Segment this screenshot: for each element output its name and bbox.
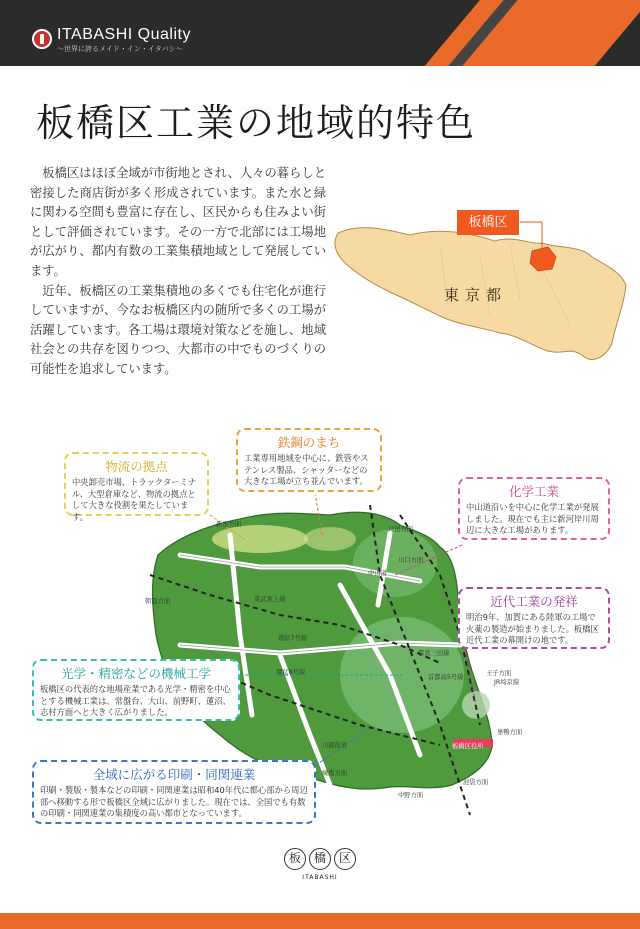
callout-insatsu-title: 全域に広がる印刷・同関連業	[92, 767, 256, 782]
callout-kikai-body: 板橋区の代表的な地場産業である光学・精密を中心とする機械工業は、常盤台、大山、前野町、蓮沼、志村方面へと大きく広がりました。	[40, 684, 231, 718]
intro-text	[30, 164, 326, 380]
brand-tagline: 〜世界に誇るメイド・イン・イタバシ〜	[57, 45, 183, 53]
road-kawagoe: 川越街道	[322, 742, 348, 749]
road-tobu: 東武東上線	[254, 596, 286, 603]
tokyo-label: 東京都	[444, 286, 508, 304]
road-shutoko: 首都高5号線	[428, 674, 464, 681]
header-bar	[0, 0, 640, 66]
footer-logo-romaji: ITABASHI	[302, 874, 338, 881]
zone-butsuryu	[212, 525, 308, 553]
place-asaka: 朝霞方面	[145, 598, 171, 605]
callout-kindai	[458, 587, 610, 649]
place-toda: 戸田方面	[388, 526, 414, 533]
callout-kagaku-body: 中山道沿いを中心に化学工業が発展しました。現在でも主に新河岸川周辺に大きな工場があります。	[466, 502, 599, 536]
intro-paragraph-1: 板橋区はほぼ全域が市街地とされ、人々の暮らしと密接した商店街が多く形成されています。また水と緑に関わる空間も豊富に存在し、区民からも住みよい街として評価されています。その一方で北部には工場地が広がり、都内有数の工業集積地域として発展しています。	[30, 166, 326, 278]
brand-logo-icon	[32, 29, 52, 49]
road-kannana: 環状7号線	[278, 635, 308, 642]
place-ikebukuro: 池袋方面	[463, 779, 489, 786]
callout-tekko	[236, 428, 382, 492]
zone-kagaku	[353, 529, 437, 597]
place-jr-saikyo: JR埼京線	[494, 679, 520, 686]
place-new1: 新座方面	[216, 521, 242, 528]
callout-kikai-title: 光学・精密などの機械工学	[60, 666, 211, 681]
zone-tekko	[304, 527, 356, 551]
callout-kindai-title: 近代工業の発祥	[490, 594, 578, 609]
itabashi-tag: 板橋区	[457, 210, 519, 235]
road-mita: 都営三田線	[418, 650, 450, 657]
callout-kikai	[32, 659, 240, 721]
footer-logo-char-3: 区	[334, 848, 356, 870]
brand-name: ITABASHI Quality	[57, 26, 191, 43]
footer-band	[0, 913, 640, 929]
page-title: 板橋区工業の地域的特色	[36, 101, 477, 145]
callout-tekko-title: 鉄鋼のまち	[277, 435, 341, 450]
callout-kindai-body: 明治9年、加賀にある陸軍の工場で火薬の製造が始まりました。板橋区近代工業の幕開けの地です。	[466, 612, 599, 646]
footer-logo-char-1: 板	[284, 848, 306, 870]
place-oji: 王子方面	[486, 670, 512, 677]
place-nerima: 練馬方面	[322, 770, 348, 777]
place-nakano: 中野方面	[398, 792, 424, 799]
callout-butsuryu	[64, 452, 209, 522]
callout-kagaku-title: 化学工業	[508, 484, 559, 499]
footer-logo-char-2: 橋	[309, 848, 331, 870]
road-nakasendo: 中山道	[368, 570, 387, 577]
callout-insatsu-body: 印刷・製版・製本などの印刷・同関連業は昭和40年代に都心部から周辺部へ移動する形で板橋区全域に広がりました。現在では、全国でも有数の印刷・同関連業の集積度の高い都市となっています。	[40, 785, 308, 819]
place-sugamo: 巣鴨方面	[497, 729, 523, 736]
place-kawaguchi: 川口方面	[398, 557, 424, 564]
intro-paragraph-2: 近年、板橋区の工業集積地の多くでも住宅化が進行していますが、今なお板橋区内の随所で多くの工場が活躍しています。各工場は環境対策などを施し、地域社会との共存を図りつつ、大都市の中でものづくりの可能性を追求しています。	[30, 283, 326, 376]
road-kanpachi: 環状8号線	[276, 669, 306, 676]
callout-butsuryu-title: 物流の拠点	[105, 459, 168, 474]
ward-office-label: 板橋区役所	[452, 743, 484, 750]
footer-logo	[280, 848, 360, 888]
callout-kagaku	[458, 477, 610, 540]
callout-butsuryu-body: 中央卸売市場、トラックターミナル、大型倉庫など、物流の拠点として大きな役割を果たしています。	[72, 477, 197, 522]
callout-insatsu	[32, 760, 316, 824]
callout-tekko-body: 工業専用地域を中心に、鉄管やステンレス製品、シャッターなどの大きな工場が立ち並んでいます。	[244, 453, 369, 487]
